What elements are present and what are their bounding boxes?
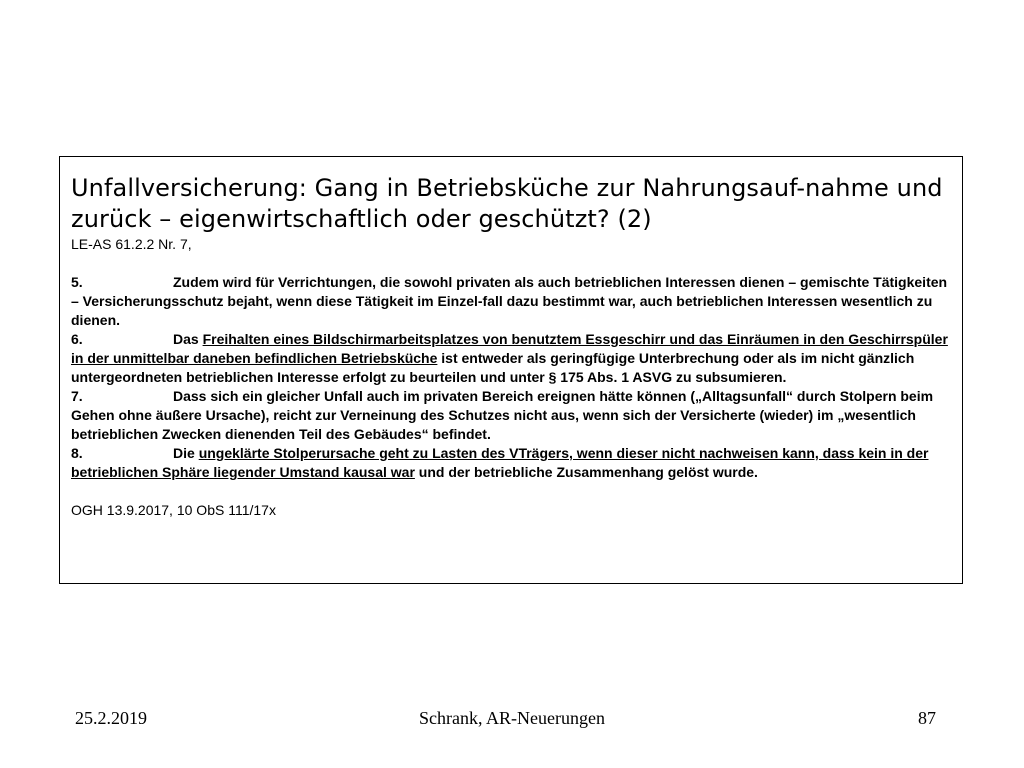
numbered-items [71, 273, 952, 482]
content-box [59, 156, 963, 584]
item-number: 6. [71, 331, 83, 347]
item-text: Die [173, 445, 199, 461]
footer-title: Schrank, AR-Neuerungen [419, 708, 605, 728]
item-8 [71, 444, 952, 482]
item-number: 8. [71, 445, 83, 461]
court-citation: OGH 13.9.2017, 10 ObS 111/17x [71, 502, 276, 518]
page-number: 87 [918, 708, 936, 728]
item-6 [71, 330, 952, 387]
item-number: 7. [71, 388, 83, 404]
item-text-underlined: ungeklärte Stolperursache geht zu Lasten des VTrägers, wenn dieser nicht nachweisen kann, dass kein in der betrieblichen Sphäre liegender Umstand kausal war [71, 445, 929, 480]
item-text-underlined: Freihalten eines Bildschirmarbeitsplatzes von benutztem Essgeschirr und das Einräumen in den Geschirrspüler in der unmittelbar daneben befindlichen Betriebsküche [71, 331, 948, 366]
footer-date: 25.2.2019 [75, 708, 147, 728]
item-text: Das [173, 331, 203, 347]
item-5 [71, 273, 952, 330]
item-text: und der betriebliche Zusammenhang gelöst wurde. [414, 464, 758, 480]
item-7 [71, 387, 952, 444]
slide-title: Unfallversicherung: Gang in Betriebsküche zur Nahrungsauf-nahme und zurück – eigenwirtschaftlich oder geschützt? (2) [71, 174, 943, 233]
item-number: 5. [71, 274, 83, 290]
source-reference: LE-AS 61.2.2 Nr. 7, [71, 236, 192, 252]
item-text: Dass sich ein gleicher Unfall auch im privaten Bereich ereignen hätte können („Alltagsunfall“ durch Stolpern beim Gehen ohne äußere Ursache), reicht zur Verneinung des Schutzes nicht aus, wenn sich der Versicherte (wieder) im „wesentlich betrieblichen Zwecken dienenden Teil des Gebäudes“ befindet. [71, 388, 934, 442]
item-text: ist entweder als geringfügige Unterbrechung oder als im nicht gänzlich untergeordneten betrieblichen Interesse erfolgt zu beurteilen und unter § 175 Abs. 1 ASVG zu subsumieren. [71, 350, 915, 385]
item-text: Zudem wird für Verrichtungen, die sowohl privaten als auch betrieblichen Interessen dienen – gemischte Tätigkeiten – Versicherungsschutz bejaht, wenn diese Tätigkeit im Einzel-fall dazu bestimmt war, auch betrieblichen Interessen wesentlich zu dienen. [71, 274, 948, 328]
